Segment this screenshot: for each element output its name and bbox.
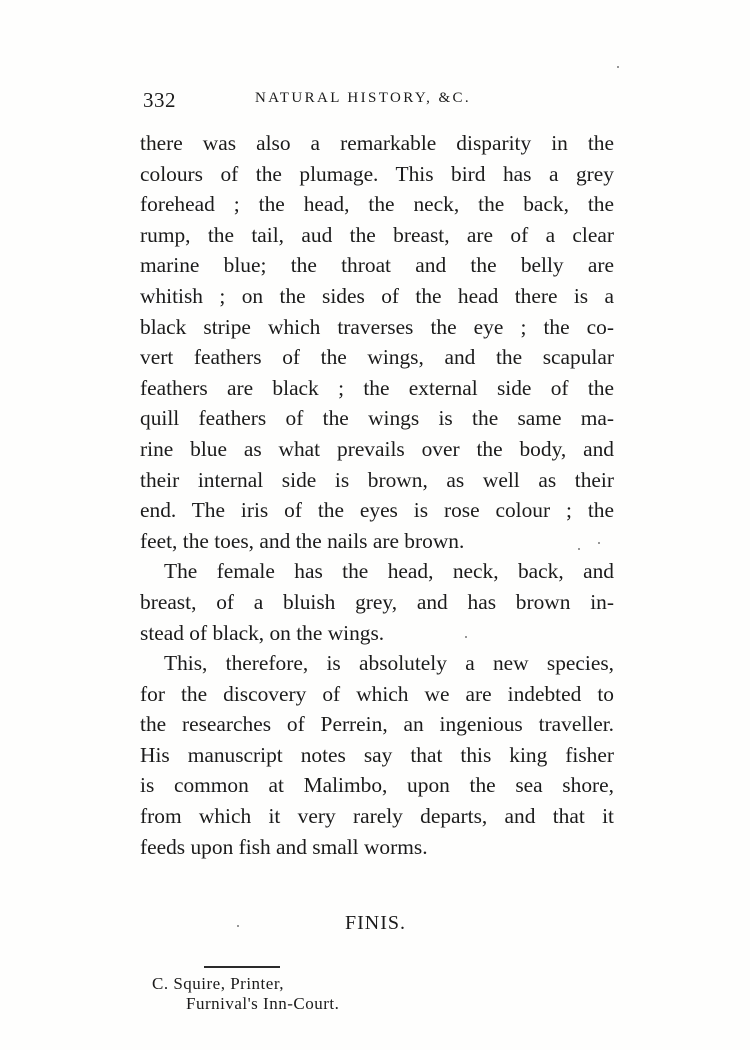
text-line: their internal side is brown, as well as their: [140, 467, 614, 492]
text-line: black stripe which traverses the eye ; the co-: [140, 314, 614, 339]
paragraph-end-line: feeds upon fish and small worms.: [140, 834, 428, 859]
imprint-printer: C. Squire, Printer,: [152, 974, 285, 993]
running-head: NATURAL HISTORY, &C.: [255, 90, 472, 106]
imprint-address: Furnival's Inn-Court.: [186, 994, 340, 1013]
text-line: rine blue as what prevails over the body, and: [140, 436, 614, 461]
text-line: vert feathers of the wings, and the scapular: [140, 345, 614, 370]
text-line: breast, of a bluish grey, and has brown in-: [140, 589, 614, 614]
text-line: forehead ; the head, the neck, the back, the: [140, 192, 614, 217]
text-line: for the discovery of which we are indebted to: [140, 681, 614, 706]
text-line: there was also a remarkable disparity in the: [140, 131, 614, 155]
finis-heading: FINIS.: [345, 912, 407, 934]
text-line: from which it very rarely departs, and that it: [140, 804, 614, 829]
text-line: rump, the tail, aud the breast, are of a clear: [140, 222, 614, 247]
body-text: [140, 128, 614, 862]
text-line: marine blue; the throat and the belly are: [140, 253, 614, 278]
text-line: feathers are black ; the external side of the: [140, 375, 614, 400]
text-line: This, therefore, is absolutely a new species,: [164, 651, 614, 676]
paper-speck: [237, 925, 239, 927]
paragraph-end-line: feet, the toes, and the nails are brown.: [140, 528, 465, 553]
imprint-rule: [204, 966, 280, 968]
text-line: is common at Malimbo, upon the sea shore,: [140, 773, 614, 798]
text-line: colours of the plumage. This bird has a grey: [140, 161, 614, 186]
text-line: end. The iris of the eyes is rose colour ; the: [140, 498, 614, 523]
paper-speck: [465, 636, 467, 638]
page-number: 332: [143, 88, 176, 112]
text-line: whitish ; on the sides of the head there is a: [140, 283, 614, 308]
paper-speck: [598, 542, 600, 544]
printer-imprint: [152, 974, 339, 1014]
paper-speck: [578, 548, 580, 550]
paragraph-end-line: stead of black, on the wings.: [140, 620, 385, 645]
page-header: [143, 88, 613, 118]
paper-speck: [617, 66, 619, 68]
text-line: The female has the head, neck, back, and: [164, 559, 614, 584]
text-line: the researches of Perrein, an ingenious traveller.: [140, 712, 614, 737]
text-line: His manuscript notes say that this king fisher: [140, 742, 614, 767]
text-line: quill feathers of the wings is the same ma-: [140, 406, 614, 431]
